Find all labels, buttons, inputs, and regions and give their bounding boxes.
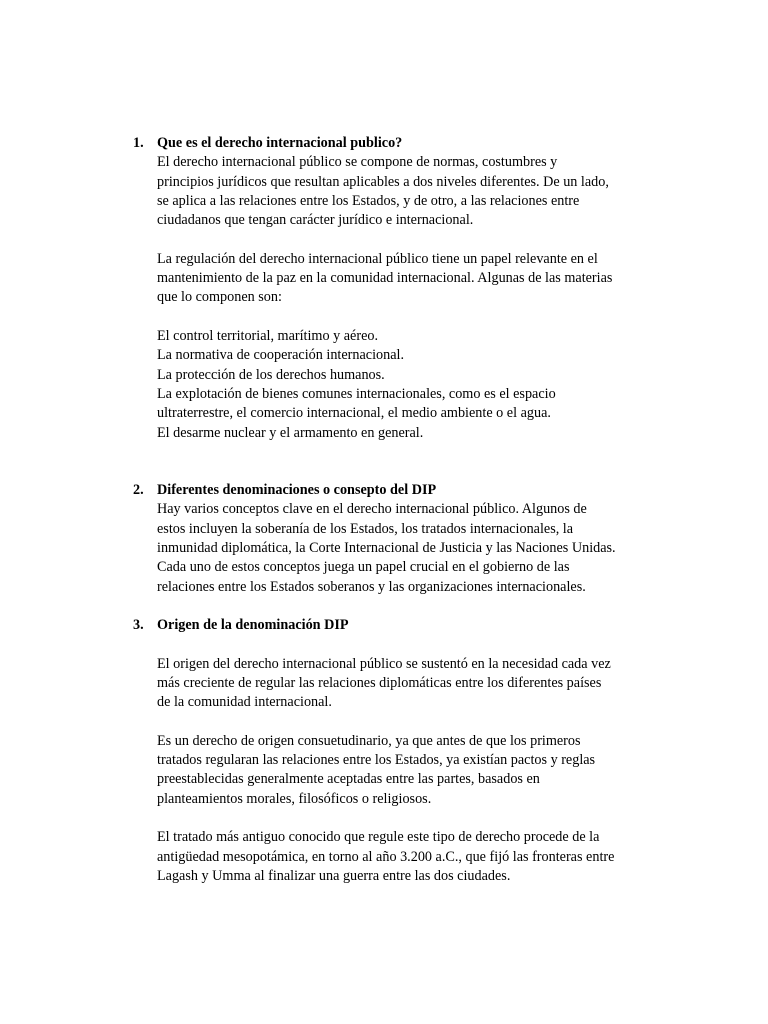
text-line: Es un derecho de origen consuetudinario, ya que antes de que los primeros <box>157 732 581 749</box>
text-line: Hay varios conceptos clave en el derecho internacional público. Algunos de <box>157 501 587 518</box>
text-line: más creciente de regular las relaciones diplomáticas entre los diferentes países <box>157 674 602 691</box>
text-line: planteamientos morales, filosóficos o religiosos. <box>157 790 432 807</box>
text-line: principios jurídicos que resultan aplicables a dos niveles diferentes. De un lado, <box>157 173 609 190</box>
section-heading: Que es el derecho internacional publico? <box>157 135 403 151</box>
text-line: Lagash y Umma al finalizar una guerra entre las dos ciudades. <box>157 867 511 884</box>
text-line: La explotación de bienes comunes internacionales, como es el espacio <box>157 385 556 402</box>
text-line: inmunidad diplomática, la Corte Internacional de Justicia y las Naciones Unidas. <box>157 539 616 556</box>
text-line: tratados regularan las relaciones entre los Estados, ya existían pactos y reglas <box>157 752 596 769</box>
text-line: Cada uno de estos conceptos juega un papel crucial en el gobierno de las <box>157 559 570 576</box>
text-line: La protección de los derechos humanos. <box>157 366 385 383</box>
text-line: El origen del derecho internacional público se sustentó en la necesidad cada vez <box>157 655 611 672</box>
text-line: El control territorial, marítimo y aéreo. <box>157 328 379 344</box>
section-number: 3. <box>133 617 144 633</box>
section-heading: Diferentes denominaciones o consepto del DIP <box>157 482 437 498</box>
text-line: de la comunidad internacional. <box>157 694 332 711</box>
section-heading: Origen de la denominación DIP <box>157 617 349 633</box>
text-line: estos incluyen la soberanía de los Estados, los tratados internacionales, la <box>157 520 574 537</box>
text-line: El desarme nuclear y el armamento en general. <box>157 424 424 441</box>
text-line: mantenimiento de la paz en la comunidad internacional. Algunas de las materias <box>157 270 613 287</box>
section-number: 2. <box>133 482 144 498</box>
text-line: El derecho internacional público se compone de normas, costumbres y <box>157 154 558 171</box>
section-number: 1. <box>133 135 144 151</box>
text-line: preestablecidas generalmente aceptadas entre las partes, basados en <box>157 771 540 788</box>
text-line: La normativa de cooperación internacional. <box>157 347 404 364</box>
text-line: ultraterrestre, el comercio internacional, el medio ambiente o el agua. <box>157 405 551 422</box>
text-line: antigüedad mesopotámica, en torno al año 3.200 a.C., que fijó las fronteras entre <box>157 848 615 865</box>
text-line: La regulación del derecho internacional público tiene un papel relevante en el <box>157 250 598 267</box>
text-line: ciudadanos que tengan carácter jurídico e internacional. <box>157 212 474 229</box>
text-line: que lo componen son: <box>157 289 282 306</box>
text-line: se aplica a las relaciones entre los Estados, y de otro, a las relaciones entre <box>157 192 580 209</box>
text-line: relaciones entre los Estados soberanos y las organizaciones internacionales. <box>157 578 586 595</box>
text-line: El tratado más antiguo conocido que regule este tipo de derecho procede de la <box>157 829 600 846</box>
